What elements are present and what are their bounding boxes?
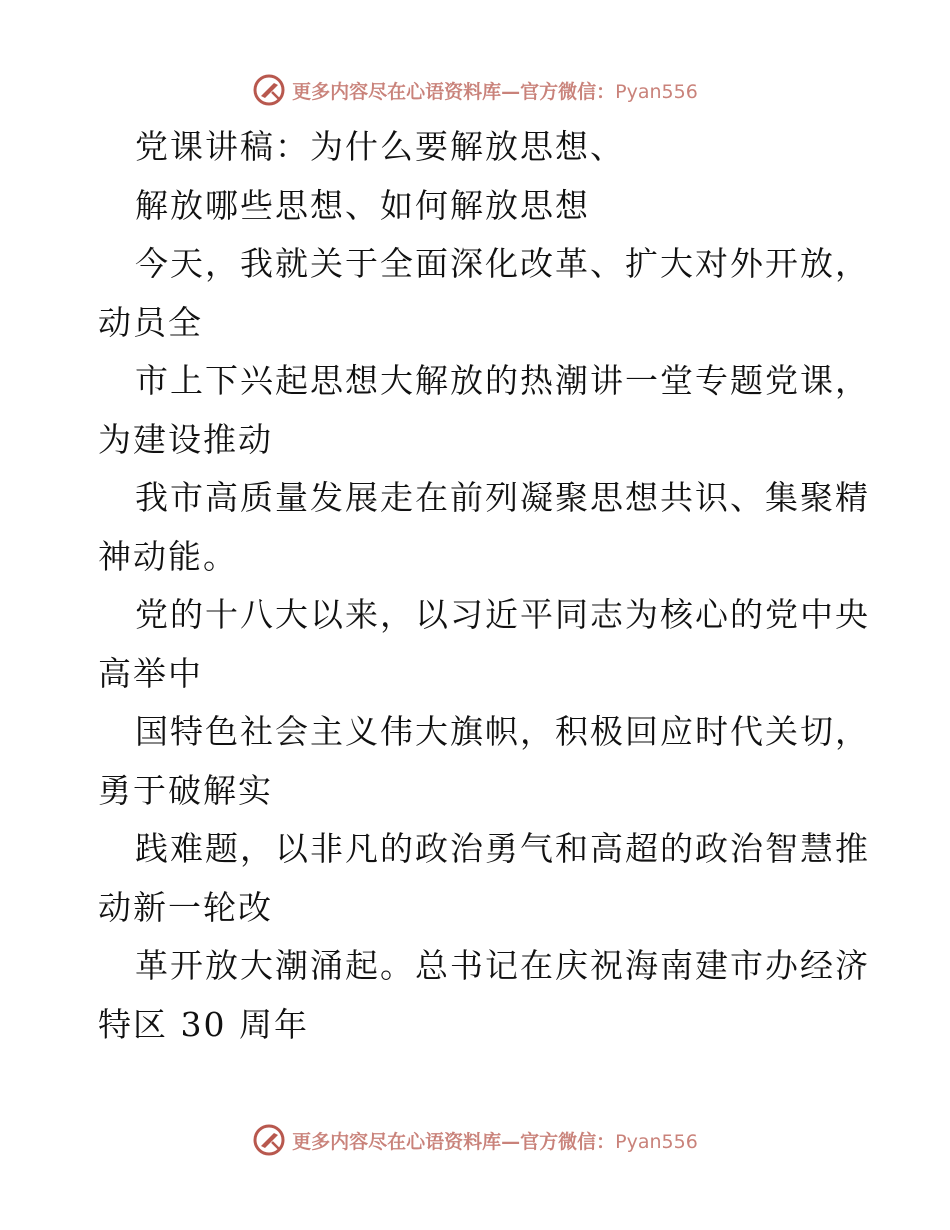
doc-line: 动新一轮改 [98,887,273,927]
doc-line: 市上下兴起思想大解放的热潮讲一堂专题党课， [135,361,870,400]
quill-seal-icon [252,1123,286,1157]
doc-line: 神动能。 [98,536,238,576]
quill-seal-icon [252,73,286,107]
doc-line: 解放哪些思想、如何解放思想 [135,185,590,225]
doc-line: 践难题，以非凡的政治勇气和高超的政治智慧推 [135,829,870,868]
doc-line: 特区 30 周年 [98,1004,309,1044]
doc-line: 为建设推动 [98,419,273,459]
doc-line: 党课讲稿：为什么要解放思想、 [135,127,625,166]
doc-line: 动员全 [98,302,203,342]
doc-line: 国特色社会主义伟大旗帜，积极回应时代关切， [135,712,870,751]
doc-line: 我市高质量发展走在前列凝聚思想共识、集聚精 [135,478,870,517]
doc-line: 革开放大潮涌起。总书记在庆祝海南建市办经济 [135,946,870,985]
footer-banner [0,1120,950,1160]
header-banner-text: 更多内容尽在心语资料库—官方微信：Pyan556 [292,80,698,103]
document-body [98,118,870,1054]
header-banner [0,70,950,110]
doc-line: 党的十八大以来，以习近平同志为核心的党中央 [135,595,870,634]
doc-line: 高举中 [98,653,203,693]
doc-line: 勇于破解实 [98,770,273,810]
doc-line: 今天，我就关于全面深化改革、扩大对外开放， [135,244,870,283]
footer-banner-text: 更多内容尽在心语资料库—官方微信：Pyan556 [292,1130,698,1153]
